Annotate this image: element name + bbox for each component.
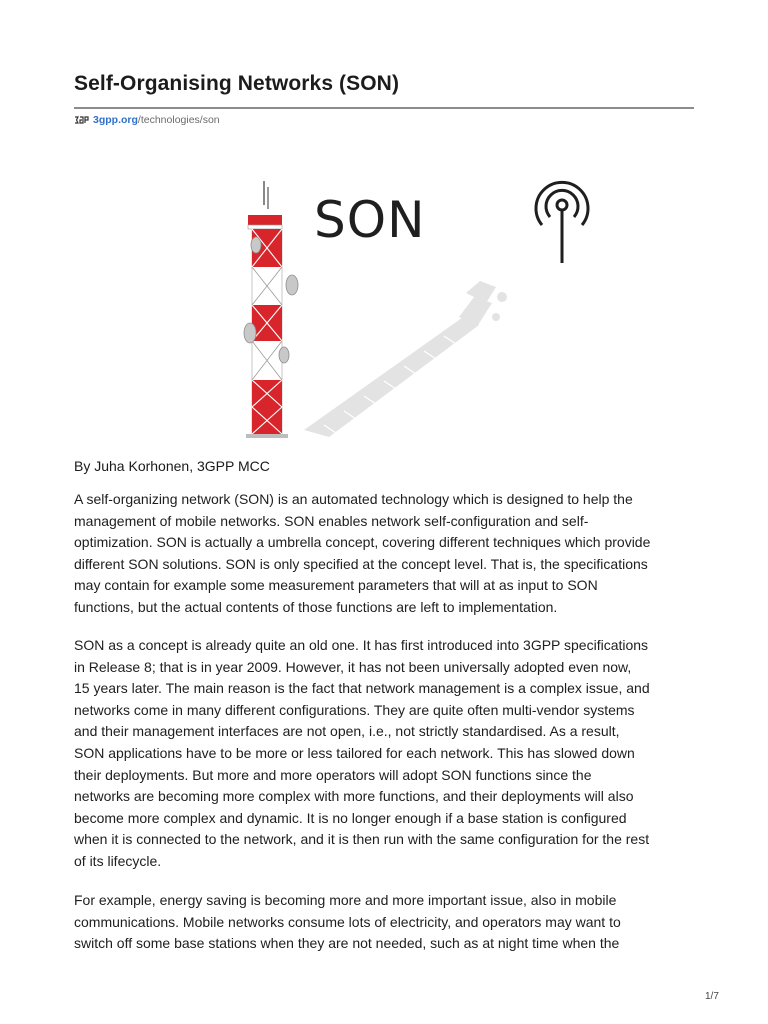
text-line: become more complex and dynamic. It is no longer enough if a base station is configured (74, 809, 627, 826)
paragraph-2 (74, 635, 698, 873)
text-line: networks come in many different configurations. They are quite often multi-vendor systems (74, 701, 635, 718)
text-line: switch off some base stations when they are not needed, such as at night time when the (74, 935, 620, 952)
text-line: 15 years later. The main reason is the fact that network management is a complex issue, and (74, 680, 650, 697)
text-line: A self-organizing network (SON) is an automated technology which is designed to help the (74, 491, 633, 507)
page-title: Self-Organising Networks (SON) (74, 72, 400, 95)
son-label: SON (314, 191, 426, 249)
text-line: different SON solutions. SON is only specified at the concept level. That is, the specifications (74, 555, 648, 572)
text-line: For example, energy saving is becoming more and more important issue, also in mobile (74, 892, 617, 908)
text-line: SON as a concept is already quite an old one. It has first introduced into 3GPP specifications (74, 637, 649, 653)
text-line: and their management interfaces are not open, i.e., not strictly standardised. As a result, (74, 723, 620, 740)
author-byline: By Juha Korhonen, 3GPP MCC (74, 458, 270, 474)
text-line: SON applications have to be more or less tailored for each network. This has slowed down (74, 744, 635, 761)
text-line: of its lifecycle. (74, 852, 162, 869)
text-line: communications. Mobile networks consume lots of electricity, and operators may want to (74, 913, 621, 930)
text-line: management of mobile networks. SON enables network self-configuration and self- (74, 512, 589, 529)
son-hero-image (234, 175, 534, 440)
text-line: may contain for example some measurement parameters that will at as input to SON (74, 577, 598, 594)
antenna-signal-icon (532, 175, 592, 265)
tower-icon (234, 175, 314, 440)
text-line: functions, but the actual contents of those functions are left to implementation. (74, 598, 558, 615)
text-line: optimization. SON is actually a umbrella concept, covering different techniques which provide (74, 534, 651, 551)
source-domain: 3gpp.org (93, 114, 138, 126)
text-line: when it is connected to the network, and it is then run with the same configuration for the rest (74, 831, 650, 848)
source-path: /technologies/son (137, 114, 220, 126)
text-line: their deployments. But more and more operators will adopt SON functions since the (74, 766, 592, 783)
source-link[interactable] (74, 114, 220, 126)
3gpp-logo-icon (74, 115, 90, 125)
page-number: 1/7 (705, 991, 719, 1002)
title-divider (74, 107, 694, 109)
text-line: in Release 8; that is in year 2009. However, it has not been universally adopted even now, (74, 658, 632, 675)
paragraph-3 (74, 890, 698, 955)
paragraph-1 (74, 489, 698, 619)
text-line: networks are becoming more complex with more functions, and their deployments will also (74, 788, 634, 805)
